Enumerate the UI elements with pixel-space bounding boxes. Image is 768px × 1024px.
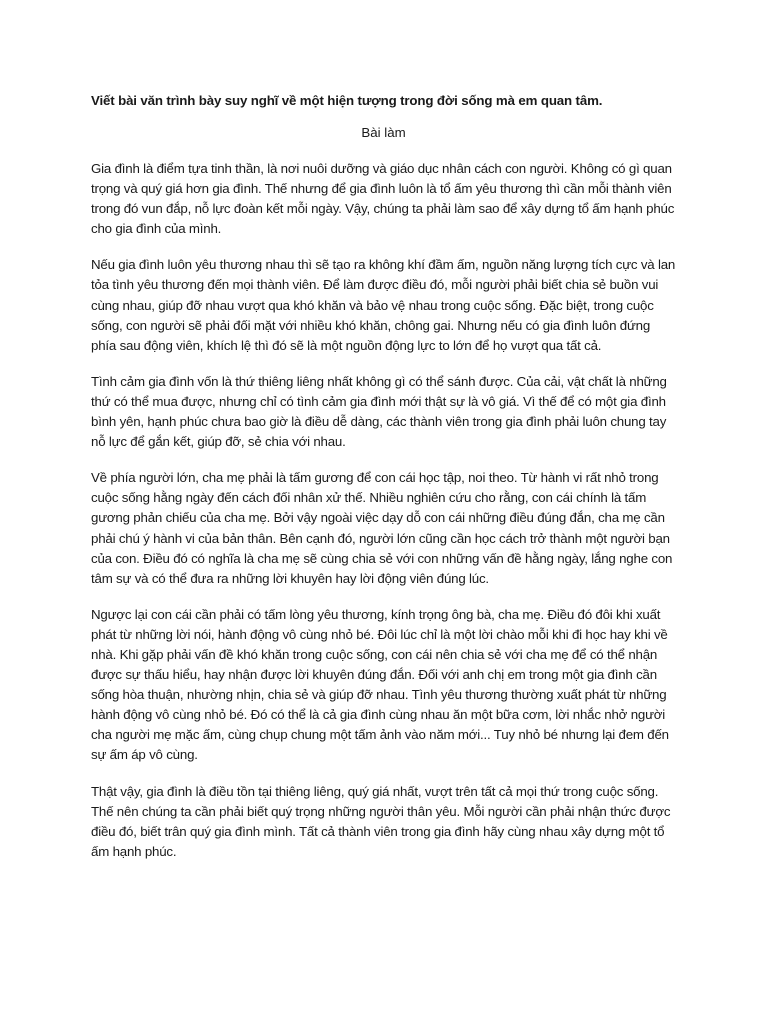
paragraph-1: Gia đình là điểm tựa tinh thần, là nơi nuôi dưỡng và giáo dục nhân cách con người. Không có gì quan trọng và quý giá hơn gia đình. Thế nhưng để gia đình luôn là tổ ấm yêu thương thì cần mỗi thành viên trong đó vun đắp, nỗ lực đoàn kết mỗi ngày. Vậy, chúng ta phải làm sao để xây dựng tổ ấm hạnh phúc cho gia đình của mình. bbox=[91, 161, 675, 237]
paragraph-4: Về phía người lớn, cha mẹ phải là tấm gương để con cái học tập, noi theo. Từ hành vi rất nhỏ trong cuộc sống hằng ngày đến cách đối nhân xử thế. Nhiều nghiên cứu cho rằng, con cái chính là tấm gương phản chiếu của cha mẹ. Bởi vậy ngoài việc dạy dỗ con cái những điều đúng đắn, cha mẹ cần phải chú ý hành vi của bản thân. Bên cạnh đó, người lớn cũng cần học cách trở thành một người bạn của con. Điều đó có nghĩa là cha mẹ sẽ cùng chia sẻ với con những vấn đề hằng ngày, lắng nghe con tâm sự và có thể đưa ra những lời khuyên hay lời động viên đúng lúc. bbox=[91, 470, 673, 586]
document-heading: Bài làm bbox=[361, 125, 406, 140]
document-title: Viết bài văn trình bày suy nghĩ về một hiện tượng trong đời sống mà em quan tâm. bbox=[91, 93, 603, 108]
paragraph-5: Ngược lại con cái cần phải có tấm lòng yêu thương, kính trọng ông bà, cha mẹ. Điều đó đôi khi xuất phát từ những lời nói, hành động vô cùng nhỏ bé. Đôi lúc chỉ là một lời chào mỗi khi đi học hay khi về nhà. Khi gặp phải vấn đề khó khăn trong cuộc sống, con cái nên chia sẻ với cha mẹ để có thể nhận được sự thấu hiểu, hay nhận được lời khuyên đúng đắn. Đối với anh chị em trong một gia đình cần sống hòa thuận, nhường nhịn, chia sẻ và giúp đỡ nhau. Tình yêu thương thường xuất phát từ những hành động vô cùng nhỏ bé. Đó có thể là cả gia đình cùng nhau ăn một bữa cơm, lời nhắc nhở người cha người mẹ mặc ấm, cùng chụp chung một tấm ảnh vào năm mới... Tuy nhỏ bé nhưng lại đem đến sự ấm áp vô cùng. bbox=[91, 606, 669, 763]
paragraph-2: Nếu gia đình luôn yêu thương nhau thì sẽ tạo ra không khí đầm ấm, nguồn năng lượng tích cực và lan tỏa tình yêu thương đến mọi thành viên. Để làm được điều đó, mỗi người phải biết chia sẻ buồn vui cùng nhau, giúp đỡ nhau vượt qua khó khăn và bảo vệ nhau trong cuộc sống. Đặc biệt, trong cuộc sống, con người sẽ phải đối mặt với nhiều khó khăn, chông gai. Nhưng nếu có gia đình luôn đứng phía sau động viên, khích lệ thì đó sẽ là một nguồn động lực to lớn để họ vượt qua tất cả. bbox=[91, 257, 676, 353]
paragraph-6: Thật vậy, gia đình là điều tồn tại thiêng liêng, quý giá nhất, vượt trên tất cả mọi thứ trong cuộc sống. Thế nên chúng ta cần phải biết quý trọng những người thân yêu. Mỗi người cần phải nhận thức được điều đó, biết trân quý gia đình mình. Tất cả thành viên trong gia đình hãy cùng nhau xây dựng một tổ ấm hạnh phúc. bbox=[91, 783, 671, 859]
paragraph-3: Tình cảm gia đình vốn là thứ thiêng liêng nhất không gì có thể sánh được. Của cải, vật chất là những thứ có thể mua được, nhưng chỉ có tình cảm gia đình mới thật sự là vô giá. Vì thế để có một gia đình bình yên, hạnh phúc chưa bao giờ là điều dễ dàng, các thành viên trong gia đình phải luôn chung tay nỗ lực để gắn kết, giúp đỡ, sẻ chia với nhau. bbox=[91, 373, 667, 450]
